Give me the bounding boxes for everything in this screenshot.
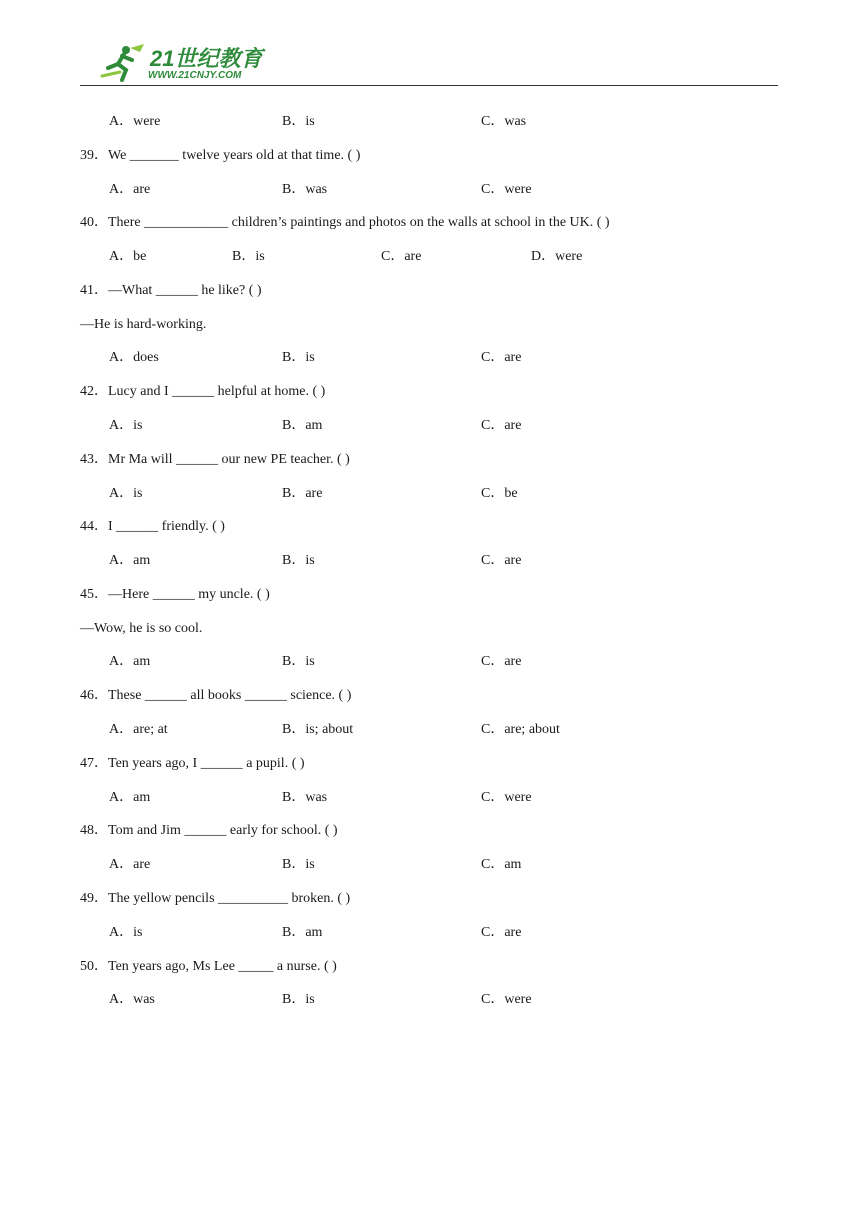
option-c: C．am <box>481 857 522 872</box>
option-c: C．are <box>481 654 522 669</box>
question-50: 50．Ten years ago, Ms Lee _____ a nurse. ( ) <box>80 959 337 974</box>
option-b: B．is <box>282 857 315 872</box>
option-b: B．am <box>282 418 323 433</box>
question-43: 43．Mr Ma will ______ our new PE teacher. ( ) <box>80 452 350 467</box>
question-39: 39．We _______ twelve years old at that time. ( ) <box>80 148 361 163</box>
option-b: B．is <box>282 654 315 669</box>
option-b: B．is <box>282 350 315 365</box>
option-a: A．were <box>109 114 161 129</box>
option-b: B．is <box>282 114 315 129</box>
option-b: B．is <box>282 553 315 568</box>
option-c: C．was <box>481 114 527 129</box>
page-header <box>0 0 860 90</box>
option-a: A．are; at <box>109 722 168 737</box>
question-40: 40．There ____________ children’s paintings and photos on the walls at school in the UK. ( ) <box>80 215 610 230</box>
question-45-response: —Wow, he is so cool. <box>80 621 203 636</box>
logo-url: WWW.21CNJY.COM <box>148 70 242 81</box>
logo <box>100 42 270 86</box>
option-b: B．is <box>282 992 315 1007</box>
question-42: 42．Lucy and I ______ helpful at home. ( ) <box>80 384 326 399</box>
option-a: A．be <box>109 249 147 264</box>
question-47: 47．Ten years ago, I ______ a pupil. ( ) <box>80 756 305 771</box>
option-a: A．does <box>109 350 159 365</box>
option-a: A．is <box>109 925 143 940</box>
option-c: C．are <box>481 925 522 940</box>
option-c: C．were <box>481 992 532 1007</box>
option-a: A．am <box>109 790 151 805</box>
option-c: C．are <box>481 350 522 365</box>
option-c: C．be <box>481 486 518 501</box>
question-48: 48．Tom and Jim ______ early for school. ( ) <box>80 823 338 838</box>
option-c: C．are <box>481 418 522 433</box>
option-a: A．are <box>109 182 151 197</box>
option-c: C．are; about <box>481 722 560 737</box>
option-d: D．were <box>531 249 583 264</box>
option-a: A．is <box>109 418 143 433</box>
option-b: B．was <box>282 182 328 197</box>
option-a: A．am <box>109 553 151 568</box>
option-c: C．are <box>481 553 522 568</box>
option-b: B．are <box>282 486 323 501</box>
option-c: C．are <box>381 249 422 264</box>
question-46: 46．These ______ all books ______ science. ( ) <box>80 688 352 703</box>
question-41: 41．—What ______ he like? ( ) <box>80 283 262 298</box>
question-45: 45．—Here ______ my uncle. ( ) <box>80 587 270 602</box>
option-c: C．were <box>481 790 532 805</box>
option-b: B．is; about <box>282 722 354 737</box>
question-44: 44．I ______ friendly. ( ) <box>80 519 225 534</box>
question-41-response: —He is hard-working. <box>80 317 207 332</box>
option-b: B．is <box>232 249 265 264</box>
header-divider <box>80 85 778 86</box>
question-49: 49．The yellow pencils __________ broken. ( ) <box>80 891 351 906</box>
option-b: B．am <box>282 925 323 940</box>
runner-logo-icon <box>100 42 150 82</box>
option-c: C．were <box>481 182 532 197</box>
option-a: A．are <box>109 857 151 872</box>
option-a: A．was <box>109 992 155 1007</box>
option-a: A．is <box>109 486 143 501</box>
logo-text: 21世纪教育 <box>150 46 263 71</box>
option-a: A．am <box>109 654 151 669</box>
option-b: B．was <box>282 790 328 805</box>
